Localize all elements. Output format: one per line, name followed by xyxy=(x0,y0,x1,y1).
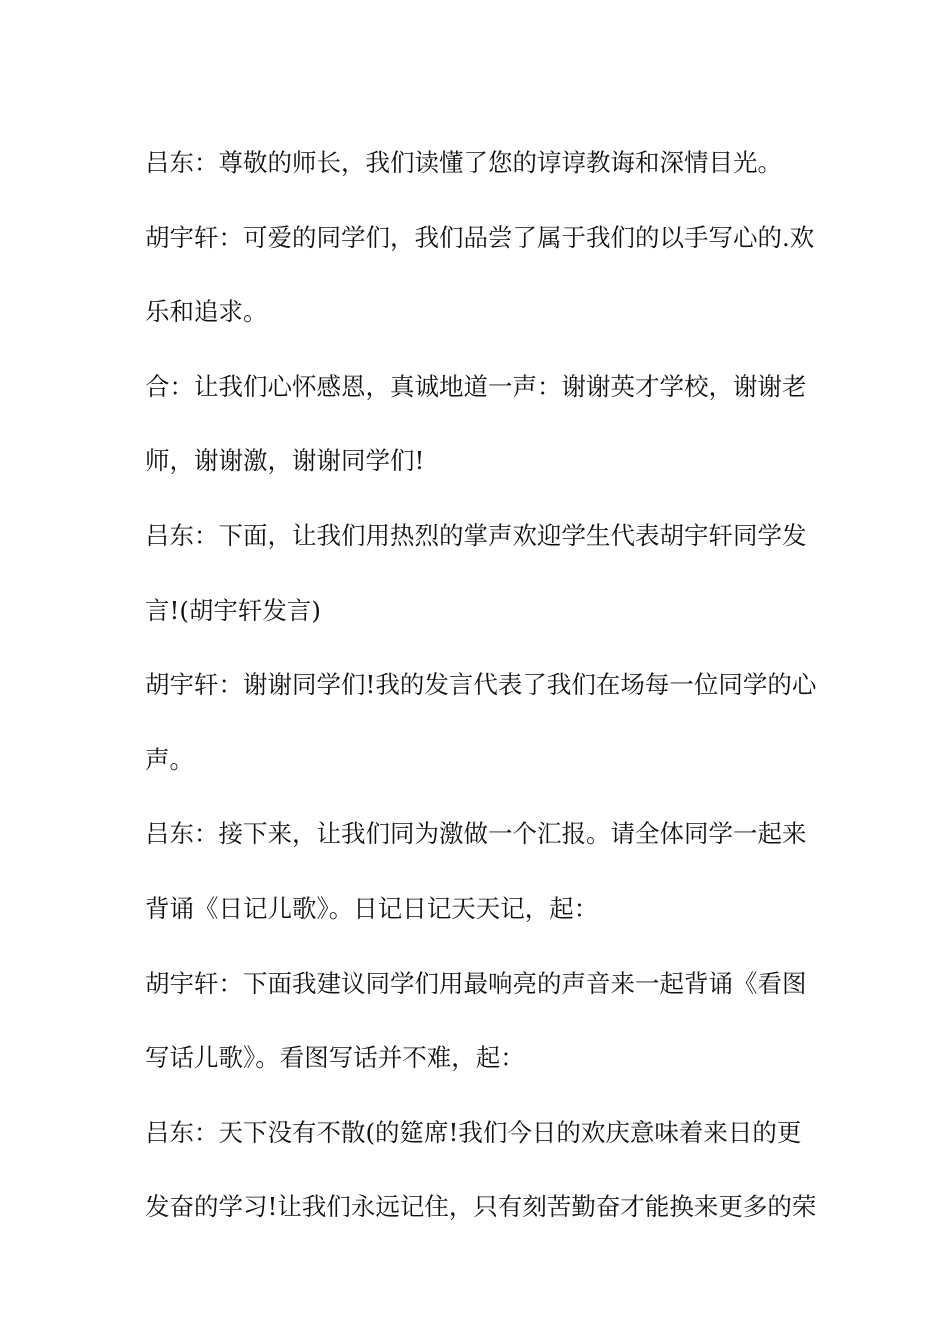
text-line: 背诵《日记儿歌》。日记日记天天记，起： xyxy=(145,893,599,923)
text-line: 吕东：尊敬的师长，我们读懂了您的谆谆教诲和深情目光。 xyxy=(145,148,782,177)
text-line: 吕东：接下来，让我们同为激做一个汇报。请全体同学一起来 xyxy=(145,819,807,849)
text-line: 胡宇轩：下面我建议同学们用最响亮的声音来一起背诵《看图 xyxy=(145,968,807,998)
text-line: 吕东：天下没有不散(的筵席!我们今日的欢庆意味着来日的更 xyxy=(145,1117,802,1147)
document-body xyxy=(145,126,815,1245)
text-line: 写话儿歌》。看图写话并不难，起： xyxy=(145,1043,525,1073)
text-line: 乐和追求。 xyxy=(145,297,268,327)
text-line: 发奋的学习!让我们永远记住，只有刻苦勤奋才能换来更多的荣 xyxy=(145,1192,817,1222)
text-line: 合：让我们心怀感恩，真诚地道一声：谢谢英才学校，谢谢老 xyxy=(145,371,807,401)
text-line: 吕东：下面，让我们用热烈的掌声欢迎学生代表胡宇轩同学发 xyxy=(145,520,807,550)
text-line: 声。 xyxy=(145,744,194,774)
text-line: 胡宇轩：可爱的同学们，我们品尝了属于我们的以手写心的.欢 xyxy=(145,222,815,252)
text-line: 师，谢谢激，谢谢同学们! xyxy=(145,446,425,476)
text-line: 言!(胡宇轩发言) xyxy=(145,595,321,625)
text-line: 胡宇轩：谢谢同学们!我的发言代表了我们在场每一位同学的心 xyxy=(145,670,817,700)
